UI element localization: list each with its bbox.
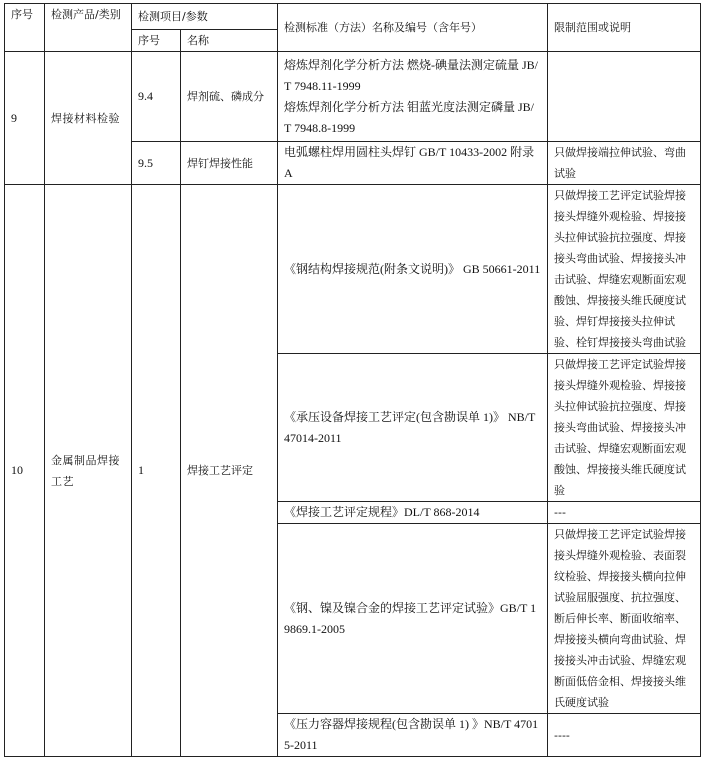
limit-cell xyxy=(548,52,701,142)
row-category: 金属制品焊接工艺 xyxy=(45,185,132,757)
header-item-group: 检测项目/参数 xyxy=(132,4,278,30)
header-row-1 xyxy=(5,4,701,30)
table-row xyxy=(5,52,701,142)
item-name: 焊接工艺评定 xyxy=(181,185,278,757)
item-seq: 1 xyxy=(132,185,181,757)
limit-text: 只做焊接工艺评定试验焊接接头焊缝外观检验、焊接接头拉伸试验抗拉强度、焊接接头弯曲试验、焊接接头冲击试验、焊缝宏观断面宏观酸蚀、焊接接头维氏硬度试验 xyxy=(548,354,701,502)
item-seq: 9.4 xyxy=(132,52,181,142)
header-limit: 限制范围或说明 xyxy=(548,4,701,52)
limit-text: --- xyxy=(548,502,701,524)
header-standard: 检测标准（方法）名称及编号（含年号） xyxy=(278,4,548,52)
standard-text: 熔炼焊剂化学分析方法 钼蓝光度法测定磷量 JB/T 7948.8-1999 xyxy=(284,99,535,135)
header-item-seq: 序号 xyxy=(132,30,181,52)
header-category: 检测产品/类别 xyxy=(45,4,132,52)
row-category: 焊接材料检验 xyxy=(45,52,132,185)
limit-text: 只做焊接端拉伸试验、弯曲试验 xyxy=(548,142,701,185)
standard-text: 《焊接工艺评定规程》DL/T 868-2014 xyxy=(278,502,548,524)
limit-text: 只做焊接工艺评定试验焊接接头焊缝外观检验、焊接接头拉伸试验抗拉强度、焊接接头弯曲试验、焊接接头冲击试验、焊缝宏观断面宏观酸蚀、焊接接头维氏硬度试验、焊钉焊接接头拉伸试验、栓钉焊接接头弯曲试验 xyxy=(548,185,701,354)
standards-table xyxy=(4,3,701,757)
standard-text: 熔炼焊剂化学分析方法 燃烧-碘量法测定硫量 JB/T 7948.11-1999 xyxy=(284,57,539,93)
header-item-name: 名称 xyxy=(181,30,278,52)
row-seq: 9 xyxy=(5,52,45,185)
item-name: 焊钉焊接性能 xyxy=(181,142,278,185)
standard-text: 《钢、镍及镍合金的焊接工艺评定试验》GB/T 19869.1-2005 xyxy=(278,524,548,714)
standard-text: 《钢结构焊接规范(附条文说明)》 GB 50661-2011 xyxy=(278,185,548,354)
standard-text: 《承压设备焊接工艺评定(包含勘误单 1)》 NB/T 47014-2011 xyxy=(278,354,548,502)
standard-text: 《压力容器焊接规程(包含勘误单 1) 》NB/T 47015-2011 xyxy=(278,714,548,757)
limit-text: ---- xyxy=(548,714,701,757)
item-name: 焊剂硫、磷成分 xyxy=(181,52,278,142)
row-seq: 10 xyxy=(5,185,45,757)
standard-text: 电弧螺柱焊用圆柱头焊钉 GB/T 10433-2002 附录 A xyxy=(278,142,548,185)
standard-cell xyxy=(278,52,548,142)
limit-text: 只做焊接工艺评定试验焊接接头焊缝外观检验、表面裂纹检验、焊接接头横向拉伸试验屈服强度、抗拉强度、断后伸长率、断面收缩率、焊接接头横向弯曲试验、焊接接头冲击试验、焊缝宏观断面低倍金相、焊接接头维氏硬度试验 xyxy=(548,524,701,714)
table-row xyxy=(5,185,701,354)
item-seq: 9.5 xyxy=(132,142,181,185)
header-seq: 序号 xyxy=(5,4,45,52)
